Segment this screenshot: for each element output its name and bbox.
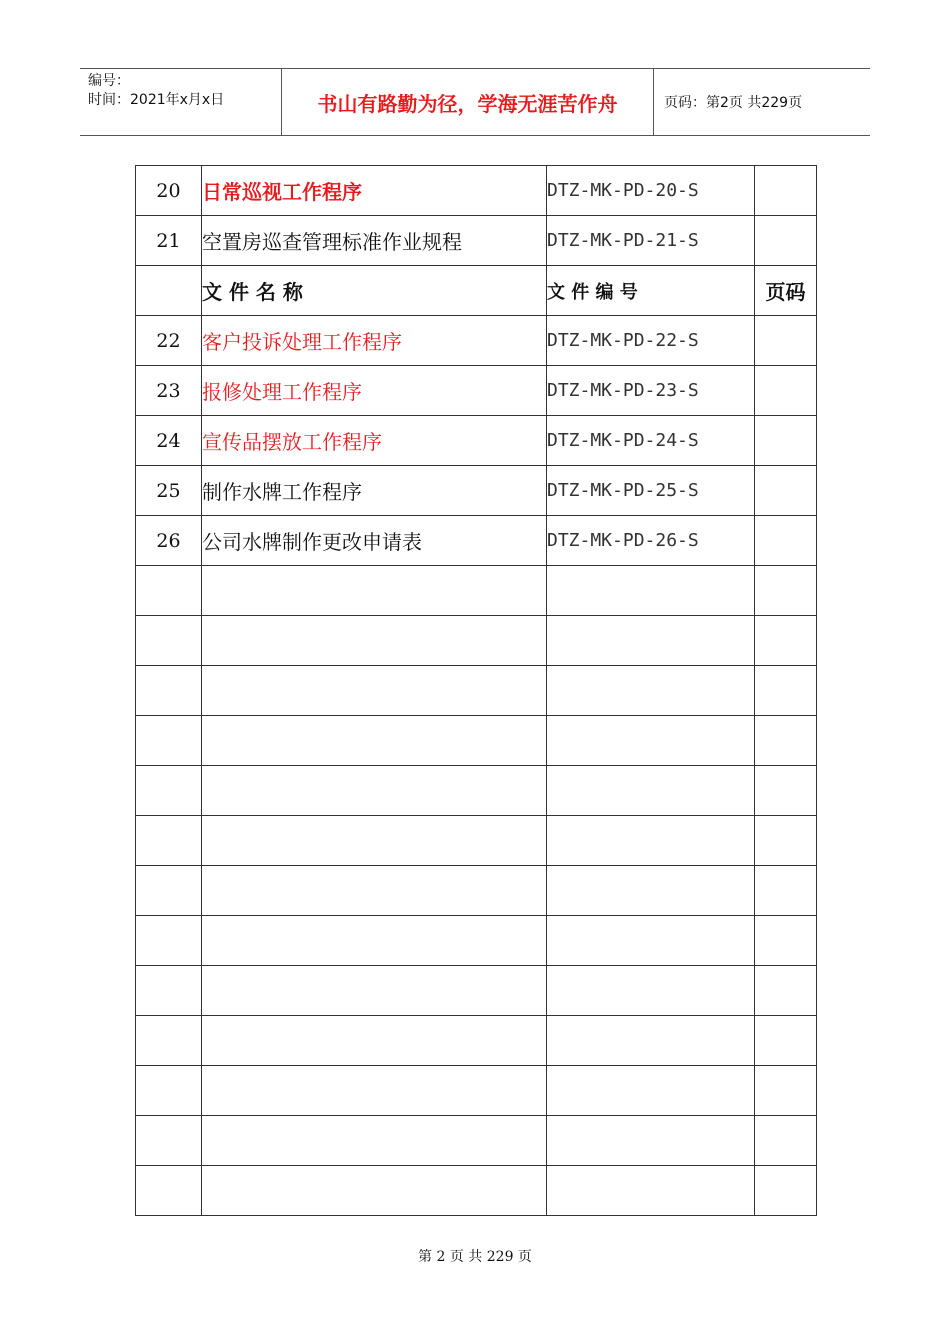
document-code: DTZ-MK-PD-23-S: [547, 366, 755, 416]
row-number: [136, 666, 202, 716]
document-name: [202, 1166, 547, 1216]
header-motto: 书山有路勤为径，学海无涯苦作舟: [282, 69, 654, 135]
document-name: 报修处理工作程序: [202, 366, 547, 416]
document-name: [202, 716, 547, 766]
page-number: [755, 1166, 817, 1216]
document-code: [547, 1066, 755, 1116]
document-name: [202, 1016, 547, 1066]
table-row: [136, 916, 817, 966]
document-name: 文 件 名 称: [202, 266, 547, 316]
row-number: [136, 866, 202, 916]
document-name: 宣传品摆放工作程序: [202, 416, 547, 466]
page-number: [755, 716, 817, 766]
document-name: [202, 766, 547, 816]
document-code: [547, 1116, 755, 1166]
page-number: [755, 466, 817, 516]
table-row: [136, 816, 817, 866]
row-number: [136, 616, 202, 666]
table-row: [136, 616, 817, 666]
document-name: [202, 566, 547, 616]
toc-body: [136, 166, 817, 1216]
document-code: [547, 1166, 755, 1216]
table-row: [136, 1066, 817, 1116]
document-code: [547, 866, 755, 916]
document-name: [202, 616, 547, 666]
page-number: [755, 416, 817, 466]
row-number: [136, 716, 202, 766]
document-name: [202, 1066, 547, 1116]
document-name: 制作水牌工作程序: [202, 466, 547, 516]
document-date-label: 时间：2021年x月x日: [88, 92, 225, 108]
table-row: [136, 1116, 817, 1166]
row-number: [136, 916, 202, 966]
page-header: [80, 68, 870, 136]
document-name: 空置房巡查管理标准作业规程: [202, 216, 547, 266]
document-name: 公司水牌制作更改申请表: [202, 516, 547, 566]
document-name: [202, 666, 547, 716]
table-of-contents: [135, 165, 817, 1216]
document-name: [202, 816, 547, 866]
table-header-row: [136, 266, 817, 316]
document-code: DTZ-MK-PD-21-S: [547, 216, 755, 266]
table-row: [136, 216, 817, 266]
row-number: 26: [136, 516, 202, 566]
document-name: [202, 966, 547, 1016]
page-number: [755, 166, 817, 216]
row-number: [136, 1116, 202, 1166]
document-code: DTZ-MK-PD-22-S: [547, 316, 755, 366]
table-row: [136, 516, 817, 566]
table-row: [136, 1016, 817, 1066]
row-number: [136, 1066, 202, 1116]
document-code: [547, 716, 755, 766]
table-row: [136, 766, 817, 816]
row-number: 24: [136, 416, 202, 466]
document-code: DTZ-MK-PD-26-S: [547, 516, 755, 566]
table-row: [136, 316, 817, 366]
table-row: [136, 416, 817, 466]
page-number: [755, 1116, 817, 1166]
page-number: [755, 616, 817, 666]
document-code: DTZ-MK-PD-20-S: [547, 166, 755, 216]
page-number: [755, 566, 817, 616]
table-row: [136, 166, 817, 216]
table-row: [136, 866, 817, 916]
document-code: [547, 766, 755, 816]
row-number: [136, 816, 202, 866]
document-name: [202, 1116, 547, 1166]
page-footer: 第 2 页 共 229 页: [418, 1249, 532, 1265]
page-number: [755, 1066, 817, 1116]
table-row: [136, 966, 817, 1016]
document-code: DTZ-MK-PD-24-S: [547, 416, 755, 466]
table-row: [136, 716, 817, 766]
row-number: 23: [136, 366, 202, 416]
document-name: 客户投诉处理工作程序: [202, 316, 547, 366]
page-number: [755, 766, 817, 816]
table-row: [136, 466, 817, 516]
header-meta: [80, 69, 282, 135]
row-number: 20: [136, 166, 202, 216]
document-code: [547, 666, 755, 716]
table-row: [136, 366, 817, 416]
table-row: [136, 1166, 817, 1216]
document-code: [547, 966, 755, 1016]
document-code: [547, 616, 755, 666]
page-number: [755, 816, 817, 866]
row-number: [136, 1016, 202, 1066]
document-code: [547, 566, 755, 616]
document-code: DTZ-MK-PD-25-S: [547, 466, 755, 516]
page-number: [755, 216, 817, 266]
row-number: [136, 766, 202, 816]
row-number: [136, 966, 202, 1016]
page-number: [755, 516, 817, 566]
page-number: [755, 666, 817, 716]
document-name: [202, 916, 547, 966]
header-page-info: 页码：第2页 共229页: [664, 95, 803, 111]
page-number: [755, 866, 817, 916]
row-number: 21: [136, 216, 202, 266]
document-name: [202, 866, 547, 916]
row-number: [136, 266, 202, 316]
table-row: [136, 566, 817, 616]
document-number-label: 编号：: [88, 73, 130, 89]
page-number: [755, 916, 817, 966]
row-number: [136, 566, 202, 616]
page-number: [755, 1016, 817, 1066]
row-number: 25: [136, 466, 202, 516]
page-number: [755, 966, 817, 1016]
page-number: 页码: [755, 266, 817, 316]
table-row: [136, 666, 817, 716]
row-number: 22: [136, 316, 202, 366]
page-number: [755, 316, 817, 366]
document-code: [547, 1016, 755, 1066]
document-code: [547, 816, 755, 866]
document-code: [547, 916, 755, 966]
page-number: [755, 366, 817, 416]
document-code: 文 件 编 号: [547, 266, 755, 316]
row-number: [136, 1166, 202, 1216]
document-name: 日常巡视工作程序: [202, 166, 547, 216]
